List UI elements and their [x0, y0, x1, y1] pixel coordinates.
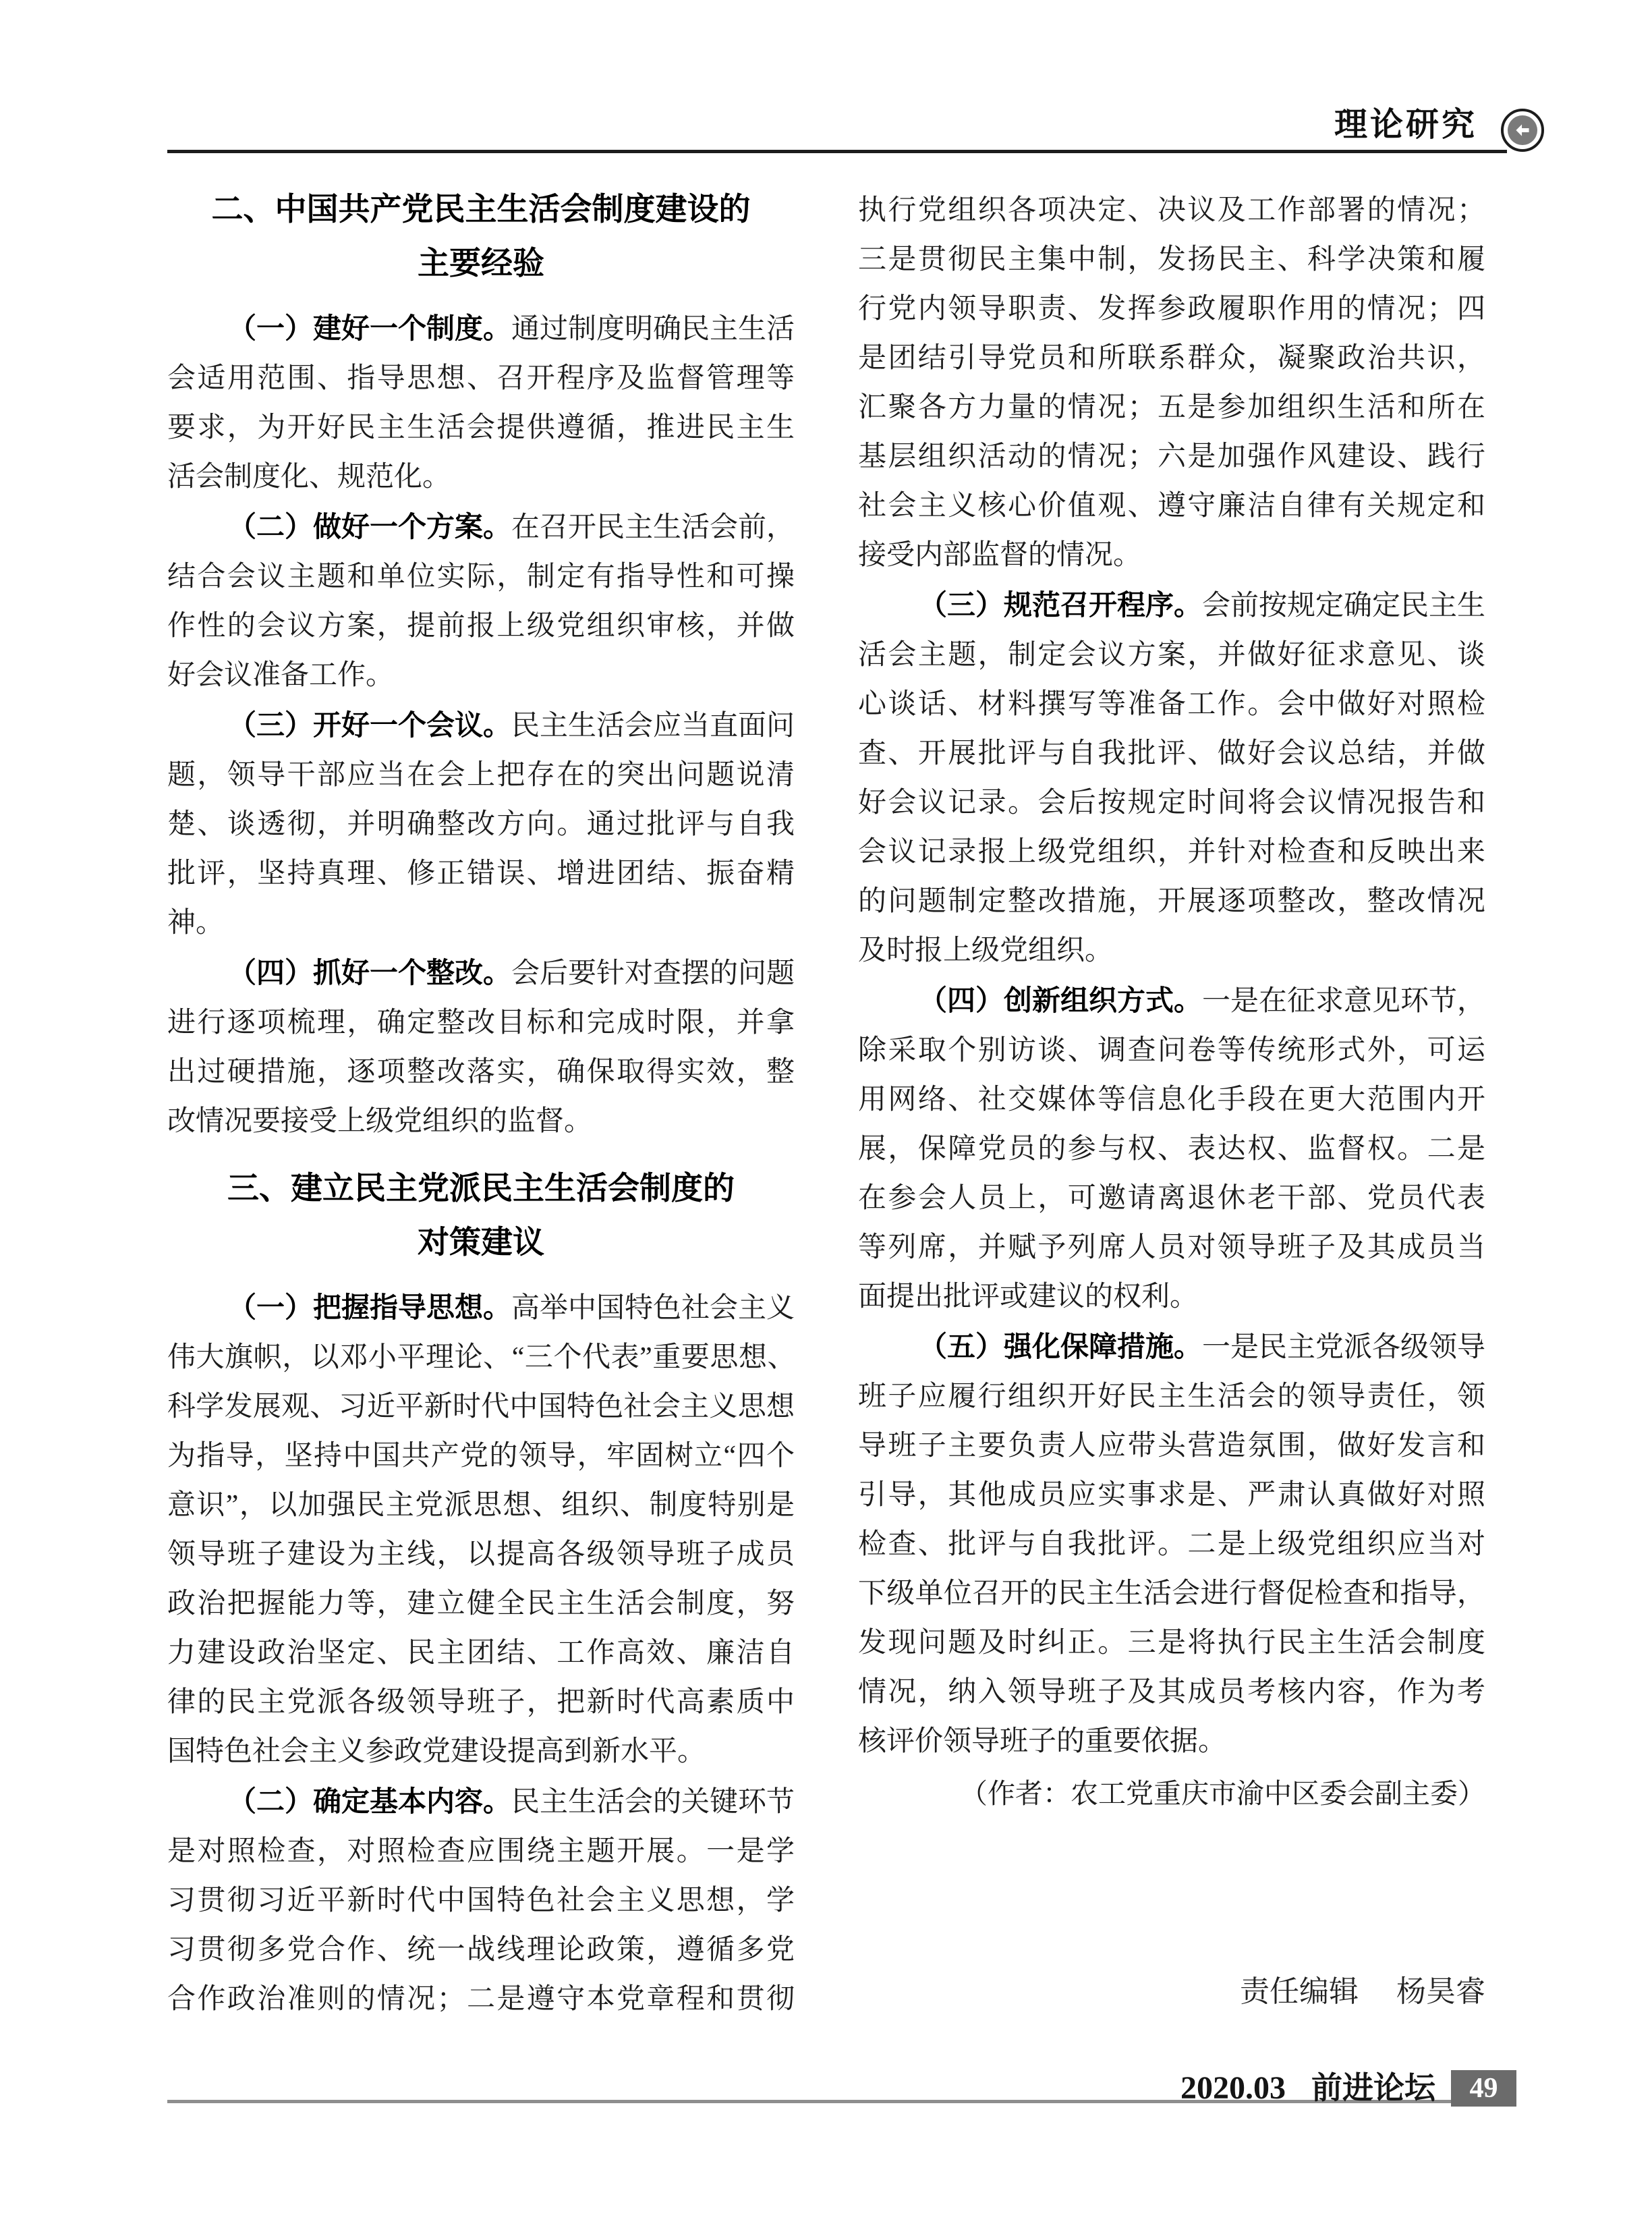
paragraph-lead: （四）创新组织方式。 — [919, 984, 1203, 1016]
section-heading — [167, 182, 795, 290]
text-line: 除采取个别访谈、调查问卷等传统形式外，可运 — [858, 1035, 1485, 1066]
text-line: 批评，坚持真理、修正错误、增进团结、振奋精 — [167, 858, 795, 889]
text-line: 习贯彻多党合作、统一战线理论政策，遵循多党 — [167, 1935, 795, 1966]
text-line: 会议记录报上级党组织，并针对检查和反映出来 — [858, 837, 1485, 868]
paragraph-lead: （二）做好一个方案。 — [228, 511, 512, 542]
text-line: 发现问题及时纠正。三是将执行民主生活会制度 — [858, 1627, 1485, 1659]
author-note: （作者：农工党重庆市渝中区委会副主委） — [960, 1778, 1485, 1809]
paragraph-lead: （五）强化保障措施。 — [919, 1331, 1203, 1362]
section-heading-line: 主要经验 — [418, 245, 544, 281]
text-line: （五）强化保障措施。一是民主党派各级领导 — [919, 1331, 1486, 1363]
text-line: 引导，其他成员应实事求是、严肃认真做好对照 — [858, 1480, 1485, 1511]
footer-journal-name: 前进论坛 — [1311, 2070, 1435, 2105]
paragraph-lead: （二）确定基本内容。 — [228, 1785, 512, 1817]
text-line: 导班子主要负责人应带头营造氛围，做好发言和 — [858, 1430, 1485, 1462]
text-line: 力建设政治坚定、民主团结、工作高效、廉洁自 — [167, 1638, 795, 1669]
article-column-right — [858, 186, 1485, 1818]
text-line: 在参会人员上，可邀请离退休老干部、党员代表 — [858, 1183, 1485, 1214]
paragraph-lead: （一）把握指导思想。 — [228, 1291, 512, 1323]
text-line: 为指导，坚持中国共产党的领导，牢固树立“四个 — [167, 1441, 795, 1472]
paragraph-lead: （三）开好一个会议。 — [228, 709, 512, 741]
text-line: 伟大旗帜，以邓小平理论、“三个代表”重要思想、 — [167, 1342, 795, 1373]
text-line: 改情况要接受上级党组织的监督。 — [167, 1106, 593, 1137]
text-line: 班子应履行组织开好民主生活会的领导责任，领 — [858, 1381, 1485, 1412]
text-line: 题，领导干部应当在会上把存在的突出问题说清 — [167, 760, 795, 791]
editor-label: 责任编辑 — [1240, 1975, 1359, 2008]
text-line: 领导班子建设为主线，以提高各级领导班子成员 — [167, 1539, 795, 1570]
text-line: 是对照检查，对照检查应围绕主题开展。一是学 — [167, 1836, 795, 1867]
page-number-badge: 49 — [1451, 2070, 1516, 2107]
text-line: 结合会议主题和单位实际，制定有指导性和可操 — [167, 561, 795, 592]
text-line: 基层组织活动的情况；六是加强作风建设、践行 — [858, 441, 1485, 472]
text-line: 检查、批评与自我批评。二是上级党组织应当对 — [858, 1529, 1485, 1560]
text-line: 心谈话、材料撰写等准备工作。会中做好对照检 — [858, 689, 1485, 720]
text-line: 执行党组织各项决定、决议及工作部署的情况； — [858, 195, 1485, 226]
text-line: 会适用范围、指导思想、召开程序及监督管理等 — [167, 363, 795, 394]
paragraph-lead: （一）建好一个制度。 — [228, 312, 512, 344]
text-line: 作性的会议方案，提前报上级党组织审核，并做 — [167, 611, 795, 642]
text-line: 情况，纳入领导班子及其成员考核内容，作为考 — [858, 1677, 1485, 1708]
text-line: 科学发展观、习近平新时代中国特色社会主义思想 — [167, 1391, 795, 1422]
section-label: 理论研究 — [1334, 107, 1477, 143]
text-line: 查、开展批评与自我批评、做好会议总结，并做 — [858, 738, 1485, 769]
section-heading — [167, 1161, 795, 1269]
text-line: 用网络、社交媒体等信息化手段在更大范围内开 — [858, 1084, 1485, 1115]
text-line: 好会议记录。会后按规定时间将会议情况报告和 — [858, 787, 1485, 818]
paragraph-lead: （三）规范召开程序。 — [919, 589, 1203, 621]
text-line: 合作政治准则的情况；二是遵守本党章程和贯彻 — [167, 1984, 795, 2015]
text-line: （三）规范召开程序。会前按规定确定民主生 — [919, 589, 1486, 621]
text-line: 神。 — [167, 908, 225, 939]
editor-name: 杨昊睿 — [1396, 1975, 1485, 2008]
text-line: 是团结引导党员和所联系群众，凝聚政治共识， — [858, 343, 1485, 374]
text-line: 活会主题，制定会议方案，并做好征求意见、谈 — [858, 640, 1485, 671]
section-heading-line: 对策建议 — [418, 1224, 544, 1260]
editor-credit — [858, 1972, 1485, 2012]
text-line: 活会制度化、规范化。 — [167, 462, 451, 493]
text-line: 国特色社会主义参政党建设提高到新水平。 — [167, 1736, 706, 1767]
section-heading-line: 三、建立民主党派民主生活会制度的 — [227, 1170, 735, 1206]
text-line: 三是贯彻民主集中制，发扬民主、科学决策和履 — [858, 244, 1485, 275]
text-line: （二）确定基本内容。民主生活会的关键环节 — [228, 1785, 795, 1818]
text-line: 进行逐项梳理，确定整改目标和完成时限，并拿 — [167, 1007, 795, 1038]
text-line: 要求，为开好民主生活会提供遵循，推进民主生 — [167, 412, 795, 443]
text-line: 楚、谈透彻，并明确整改方向。通过批评与自我 — [167, 809, 795, 840]
text-line: 习贯彻习近平新时代中国特色社会主义思想，学 — [167, 1885, 795, 1916]
text-line: 展，保障党员的参与权、表达权、监督权。二是 — [858, 1134, 1485, 1165]
text-line: 及时报上级党组织。 — [858, 935, 1114, 966]
text-line: 接受内部监督的情况。 — [858, 540, 1142, 571]
text-line: （四）抓好一个整改。会后要针对查摆的问题 — [228, 957, 795, 989]
text-line: 等列席，并赋予列席人员对领导班子及其成员当 — [858, 1232, 1485, 1263]
text-line: 行党内领导职责、发挥参政履职作用的情况；四 — [858, 294, 1485, 325]
text-line: 意识”，以加强民主党派思想、组织、制度特别是 — [167, 1490, 795, 1521]
text-line: 面提出批评或建议的权利。 — [858, 1281, 1199, 1312]
section-heading-line: 二、中国共产党民主生活会制度建设的 — [211, 191, 751, 227]
text-line: 汇聚各方力量的情况；五是参加组织生活和所在 — [858, 392, 1485, 423]
text-line: 出过硬措施，逐项整改落实，确保取得实效，整 — [167, 1057, 795, 1088]
text-line: 的问题制定整改措施，开展逐项整改，整改情况 — [858, 886, 1485, 917]
text-line: 社会主义核心价值观、遵守廉洁自律有关规定和 — [858, 491, 1485, 522]
text-line: （二）做好一个方案。在召开民主生活会前， — [228, 511, 795, 543]
back-arrow-icon — [1508, 115, 1537, 145]
footer-issue: 2020.03 — [1180, 2070, 1286, 2106]
text-line: （三）开好一个会议。民主生活会应当直面问 — [228, 709, 795, 742]
text-line: 好会议准备工作。 — [167, 660, 395, 691]
text-line: （一）把握指导思想。高举中国特色社会主义 — [228, 1291, 795, 1324]
article-column-left — [167, 182, 795, 2024]
text-line: 下级单位召开的民主生活会进行督促检查和指导， — [858, 1578, 1485, 1609]
text-line: 律的民主党派各级领导班子，把新时代高素质中 — [167, 1687, 795, 1718]
text-line: （四）创新组织方式。一是在征求意见环节， — [919, 984, 1486, 1017]
footer-journal-line — [877, 2069, 1435, 2115]
text-line: 政治把握能力等，建立健全民主生活会制度，努 — [167, 1588, 795, 1619]
header-rule — [167, 150, 1507, 153]
paragraph-lead: （四）抓好一个整改。 — [228, 957, 512, 989]
text-line: （一）建好一个制度。通过制度明确民主生活 — [228, 312, 795, 345]
text-line: 核评价领导班子的重要依据。 — [858, 1726, 1227, 1757]
